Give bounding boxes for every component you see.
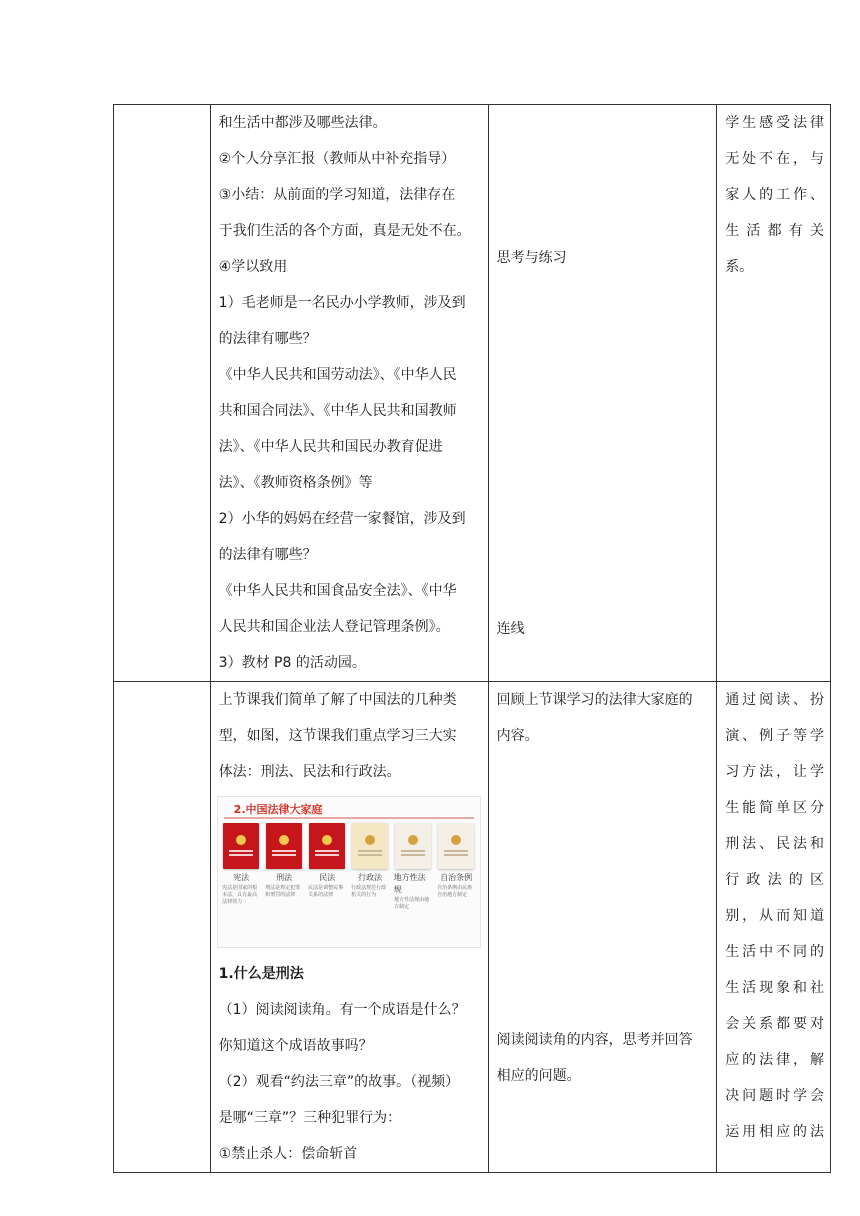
- text-line: 学生感受法律: [725, 115, 824, 131]
- text-line: 应的法律，解: [725, 1052, 824, 1068]
- text-line: 法》、《教师资格条例》等: [218, 475, 373, 491]
- teaching-process-cell: [210, 682, 488, 1173]
- text-line: 别，从而知道: [725, 908, 824, 924]
- text-line: 生活都有关: [725, 223, 824, 239]
- lesson-plan-table: [113, 104, 831, 1173]
- law-book: [308, 823, 347, 943]
- book-label: 自治条例: [440, 873, 473, 882]
- book-description: 民法是调整民事关系的法律: [308, 885, 344, 898]
- text-line: 演、例子等学: [725, 728, 824, 744]
- book-description: 行政法规范行政机关的行为: [351, 885, 387, 898]
- text-line: 内容。: [496, 728, 539, 744]
- law-book: [222, 823, 261, 943]
- text-line: （1）阅读阅读角。有一个成语是什么？: [218, 1002, 466, 1018]
- text-line: 和生活中都涉及哪些法律。: [218, 115, 387, 131]
- book-cover-icon: [395, 823, 431, 869]
- activity-practice: 思考与练习: [496, 250, 567, 266]
- emblem-icon: [451, 835, 461, 845]
- text-line: 上节课我们简单了解了中国法的几种类: [218, 692, 457, 708]
- activity-review: [489, 682, 717, 754]
- figure-title: 2.中国法律大家庭: [233, 803, 323, 816]
- text-line: 回顾上节课学习的法律大家庭的: [496, 692, 693, 708]
- text-line: 你知道这个成语故事吗？: [218, 1038, 373, 1054]
- text-line: 系。: [725, 259, 754, 275]
- text-line: 无处不在，与: [725, 151, 824, 167]
- lesson-intro-text: [211, 682, 488, 790]
- book-description: 自治条例由民族自治地方制定: [437, 885, 473, 898]
- text-line: ②个人分享汇报（教师从中补充指导）: [218, 151, 456, 167]
- activity-matching: 连线: [496, 621, 525, 637]
- book-cover-icon: [309, 823, 345, 869]
- law-book: [265, 823, 304, 943]
- text-line: 生能简单区分: [725, 800, 824, 816]
- activity-reading: [489, 1022, 699, 1094]
- book-cover-icon: [266, 823, 302, 869]
- emblem-icon: [236, 835, 246, 845]
- emblem-icon: [365, 835, 375, 845]
- law-family-figure: [217, 796, 481, 948]
- teaching-process-text: [211, 105, 488, 681]
- text-line: ④学以致用: [218, 259, 288, 275]
- book-description: 宪法是国家的根本法，具有最高法律效力: [222, 885, 258, 905]
- text-line: 习方法，让学: [725, 764, 824, 780]
- text-line: 3）教材 P8 的活动园。: [218, 655, 366, 671]
- book-label: 刑法: [276, 873, 293, 882]
- text-line: 行政法的区: [725, 872, 824, 888]
- table-row: [114, 105, 831, 682]
- text-line: 阅读阅读角的内容，思考并回答: [496, 1032, 693, 1048]
- book-cover-icon: [438, 823, 474, 869]
- text-line: 会关系都要对: [725, 1016, 824, 1032]
- emblem-icon: [279, 835, 289, 845]
- design-intent-text: [717, 105, 830, 285]
- text-line: （2）观看“约法三章”的故事。（视频）: [218, 1074, 460, 1090]
- law-book: [351, 823, 390, 943]
- book-label: 民法: [319, 873, 336, 882]
- section-cell: [114, 105, 211, 682]
- text-line: 生活中不同的: [725, 944, 824, 960]
- text-line: 是哪“三章”？三种犯罪行为：: [218, 1110, 402, 1126]
- text-line: 的法律有哪些？: [218, 547, 317, 563]
- text-line: 家人的工作、: [725, 187, 824, 203]
- emblem-icon: [322, 835, 332, 845]
- text-line: 2）小华的妈妈在经营一家餐馆，涉及到: [218, 511, 466, 527]
- text-line: 体法：刑法、民法和行政法。: [218, 764, 401, 780]
- text-line: ①禁止杀人：偿命斩首: [218, 1146, 358, 1162]
- design-intent-cell: [717, 105, 831, 682]
- text-line: 通过阅读、扮: [725, 692, 824, 708]
- text-line: 的法律有哪些？: [218, 331, 317, 347]
- law-book: [394, 823, 433, 943]
- student-activity-cell: [488, 682, 717, 1173]
- table-row: [114, 682, 831, 1173]
- text-line: 于我们生活的各个方面，真是无处不在。: [218, 223, 471, 239]
- text-line: 共和国合同法》、《中华人民共和国教师: [218, 403, 457, 419]
- text-line: 型，如图，这节课我们重点学习三大实: [218, 728, 457, 744]
- text-line: 相应的问题。: [496, 1068, 581, 1084]
- book-cover-icon: [223, 823, 259, 869]
- text-line: 1）毛老师是一名民办小学教师，涉及到: [218, 295, 466, 311]
- emblem-icon: [408, 835, 418, 845]
- book-label: 宪法: [233, 873, 250, 882]
- text-line: 1.什么是刑法: [218, 966, 304, 982]
- law-books: [222, 823, 476, 943]
- law-book: [437, 823, 476, 943]
- text-line: 运用相应的法: [725, 1124, 824, 1140]
- teaching-process-cell: [210, 105, 488, 682]
- book-label: 地方性法规: [393, 873, 426, 894]
- figure-divider: [224, 817, 474, 819]
- text-line: 法》、《中华人民共和国民办教育促进: [218, 439, 443, 455]
- text-line: 刑法、民法和: [725, 836, 824, 852]
- book-cover-icon: [352, 823, 388, 869]
- text-line: 决问题时学会: [725, 1088, 824, 1104]
- text-line: 《中华人民共和国食品安全法》、《中华: [218, 583, 457, 599]
- design-intent-cell: [717, 682, 831, 1173]
- text-line: 《中华人民共和国劳动法》、《中华人民: [218, 367, 457, 383]
- book-label: 行政法: [358, 873, 383, 882]
- student-activity-cell: [488, 105, 717, 682]
- book-description: 地方性法规由地方制定: [394, 897, 430, 910]
- text-line: 人民共和国企业法人登记管理条例》。: [218, 619, 450, 635]
- section-cell: [114, 682, 211, 1173]
- book-description: 刑法是规定犯罪和刑罚的法律: [265, 885, 301, 898]
- design-intent-text: [717, 682, 830, 1150]
- criminal-law-text: [211, 956, 488, 1172]
- text-line: 生活现象和社: [725, 980, 824, 996]
- text-line: ③小结：从前面的学习知道，法律存在: [218, 187, 456, 203]
